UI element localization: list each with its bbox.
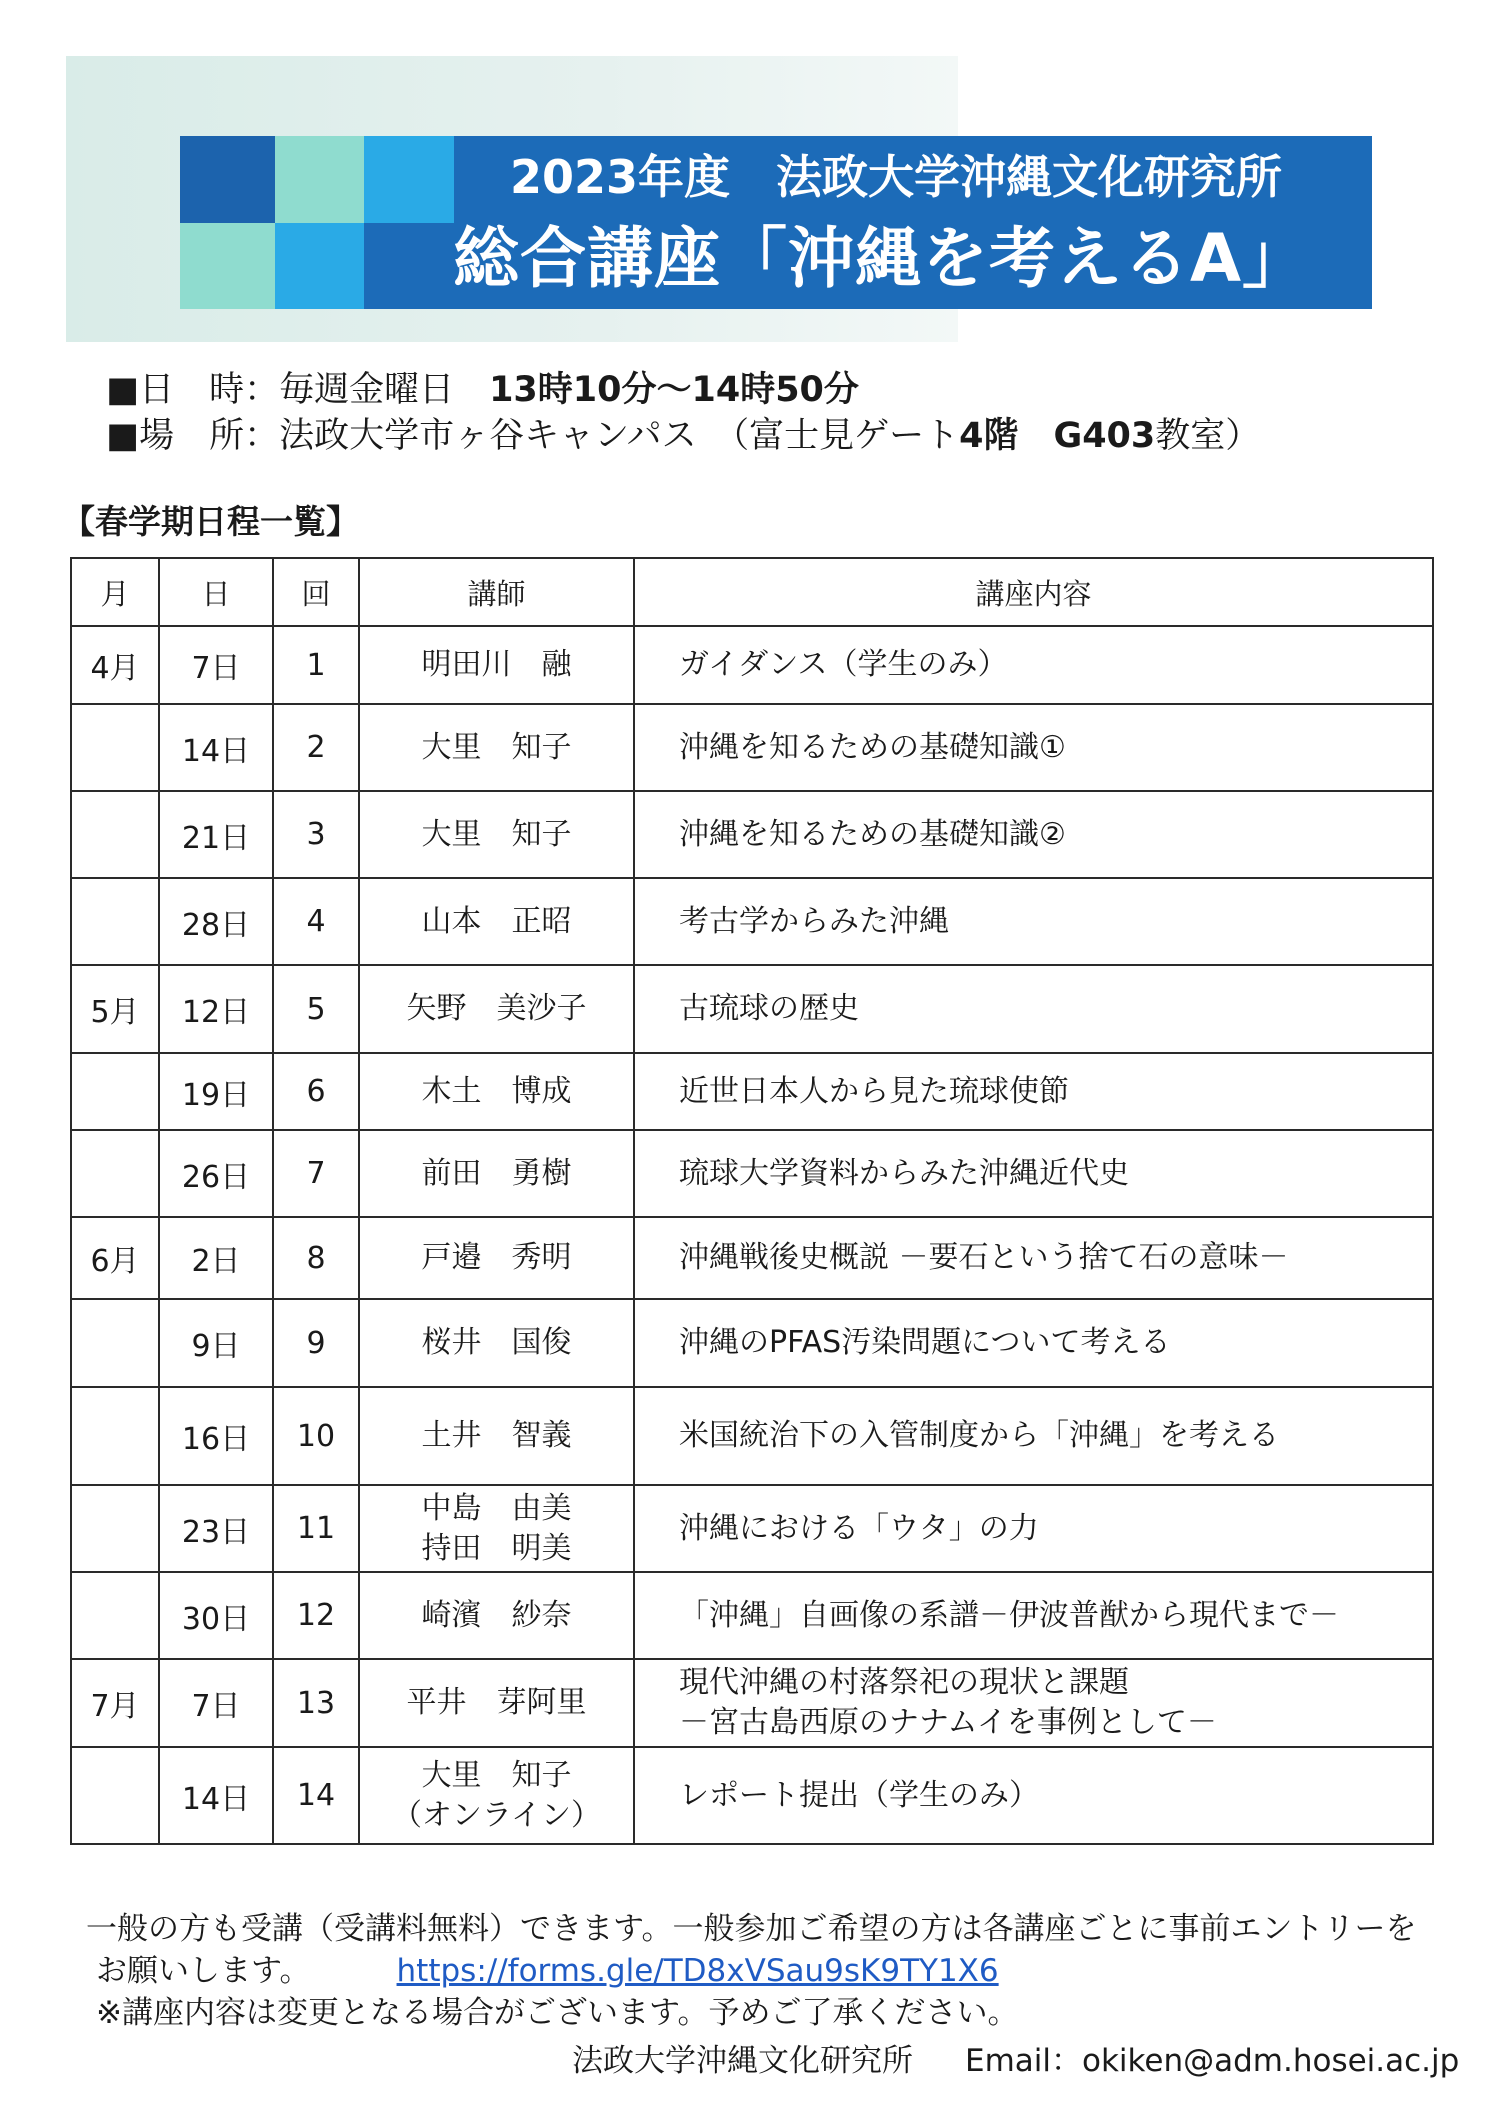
content-cell xyxy=(634,1130,1433,1217)
number-cell: 8 xyxy=(273,1217,359,1299)
day-cell: 2日 xyxy=(159,1217,273,1299)
table-row xyxy=(71,1485,1433,1572)
day-cell: 28日 xyxy=(159,878,273,965)
content-cell xyxy=(634,1747,1433,1844)
lecturer-cell xyxy=(359,1659,634,1747)
content-cell xyxy=(634,965,1433,1053)
lecturer-cell xyxy=(359,1747,634,1844)
footer-request: お願いします。 xyxy=(96,1953,311,1989)
content-cell xyxy=(634,1572,1433,1659)
number-cell: 9 xyxy=(273,1299,359,1387)
lecturer-cell xyxy=(359,791,634,878)
table-header-row xyxy=(71,558,1433,626)
footer-contact xyxy=(572,2040,1459,2082)
lecturer-cell xyxy=(359,1387,634,1485)
banner-tile xyxy=(275,136,364,223)
number-cell: 3 xyxy=(273,791,359,878)
content-cell xyxy=(634,878,1433,965)
datetime-value: 13時10分～14時50分 xyxy=(489,370,859,410)
day-cell: 21日 xyxy=(159,791,273,878)
day-cell: 26日 xyxy=(159,1130,273,1217)
title-banner xyxy=(180,136,1372,309)
month-cell: 6月 xyxy=(71,1217,159,1299)
month-cell: 7月 xyxy=(71,1659,159,1747)
month-cell xyxy=(71,1130,159,1217)
footer-line-2 xyxy=(96,1950,999,1992)
table-row xyxy=(71,1217,1433,1299)
lecture-topic: レポート提出（学生のみ） xyxy=(679,1777,1039,1813)
header-month: 月 xyxy=(71,558,159,626)
lecture-topic: 米国統治下の入管制度から「沖縄」を考える xyxy=(679,1418,1279,1453)
banner-subtitle: 総合講座「沖縄を考えるA」 xyxy=(452,220,1310,297)
banner-tile xyxy=(180,223,275,309)
month-cell xyxy=(71,1747,159,1844)
lecture-topic: 考古学からみた沖縄 xyxy=(679,903,949,939)
schedule-table xyxy=(70,557,1434,1845)
lecture-topic: 琉球大学資料からみた沖縄近代史 xyxy=(679,1155,1129,1191)
lecturer-name: 木土 博成 xyxy=(421,1073,572,1109)
footer-org: 法政大学沖縄文化研究所 xyxy=(572,2043,913,2079)
place-label: ■場 所：法政大学市ヶ谷キャンパス （富士見ゲート xyxy=(106,416,960,456)
number-cell: 5 xyxy=(273,965,359,1053)
banner-title: 2023年度 法政大学沖縄文化研究所 xyxy=(509,150,1283,204)
banner-tile xyxy=(180,136,275,223)
email-address[interactable]: okiken@adm.hosei.ac.jp xyxy=(1082,2043,1460,2079)
number-cell: 11 xyxy=(273,1485,359,1572)
day-cell: 30日 xyxy=(159,1572,273,1659)
lecturer-name: （オンライン） xyxy=(391,1797,602,1833)
lecturer-cell xyxy=(359,1485,634,1572)
content-cell xyxy=(634,1217,1433,1299)
header-content: 講座内容 xyxy=(634,558,1433,626)
content-cell xyxy=(634,626,1433,704)
place-room: 教室） xyxy=(1155,416,1261,456)
day-cell: 7日 xyxy=(159,626,273,704)
content-cell xyxy=(634,1053,1433,1130)
lecturer-cell xyxy=(359,878,634,965)
lecturer-name: 前田 勇樹 xyxy=(421,1155,572,1191)
footer-note: ※講座内容は変更となる場合がございます。予めご了承ください。 xyxy=(96,1995,1019,2031)
month-cell xyxy=(71,1572,159,1659)
number-cell: 14 xyxy=(273,1747,359,1844)
lecturer-cell xyxy=(359,1217,634,1299)
datetime-label: ■日 時：毎週金曜日 xyxy=(106,370,490,410)
lecturer-name: 山本 正昭 xyxy=(421,903,572,939)
lecturer-name: 持田 明美 xyxy=(421,1530,572,1566)
place-floor: 4階 G403 xyxy=(959,416,1156,456)
table-row xyxy=(71,1387,1433,1485)
month-cell: 5月 xyxy=(71,965,159,1053)
content-cell xyxy=(634,1485,1433,1572)
lecturer-name: 明田川 融 xyxy=(421,647,572,682)
lecturer-name: 桜井 国俊 xyxy=(421,1325,572,1360)
lecture-topic: －宮古島西原のナナムイを事例として－ xyxy=(679,1705,1217,1740)
footer-line-1: 一般の方も受講（受講料無料）できます。一般参加ご希望の方は各講座ごとに事前エントリーを xyxy=(86,1911,1417,1947)
number-cell: 1 xyxy=(273,626,359,704)
number-cell: 6 xyxy=(273,1053,359,1130)
lecture-topic: 「沖縄」自画像の系譜－伊波普猷から現代まで－ xyxy=(679,1597,1339,1633)
content-cell xyxy=(634,1659,1433,1747)
table-row xyxy=(71,878,1433,965)
email-label: Email： xyxy=(965,2043,1083,2079)
lecturer-name: 大里 知子 xyxy=(421,1757,572,1793)
month-cell xyxy=(71,878,159,965)
number-cell: 7 xyxy=(273,1130,359,1217)
day-cell: 16日 xyxy=(159,1387,273,1485)
table-row xyxy=(71,1130,1433,1217)
lecturer-cell xyxy=(359,965,634,1053)
month-cell xyxy=(71,1053,159,1130)
month-cell xyxy=(71,1387,159,1485)
table-row xyxy=(71,1053,1433,1130)
lecturer-cell xyxy=(359,626,634,704)
lecturer-cell xyxy=(359,704,634,791)
month-cell xyxy=(71,1299,159,1387)
header-lecturer: 講師 xyxy=(359,558,634,626)
table-row xyxy=(71,1572,1433,1659)
day-cell: 12日 xyxy=(159,965,273,1053)
table-row xyxy=(71,1747,1433,1844)
table-row xyxy=(71,1299,1433,1387)
lecturer-name: 大里 知子 xyxy=(421,816,572,852)
day-cell: 7日 xyxy=(159,1659,273,1747)
schedule-body xyxy=(71,626,1433,1844)
place-line xyxy=(106,412,1260,460)
table-row xyxy=(71,965,1433,1053)
month-cell: 4月 xyxy=(71,626,159,704)
header-number: 回 xyxy=(273,558,359,626)
header-day: 日 xyxy=(159,558,273,626)
banner-tile xyxy=(364,136,454,223)
lecture-topic: 沖縄のPFAS汚染問題について考える xyxy=(679,1325,1171,1360)
lecturer-name: 土井 智義 xyxy=(421,1418,572,1453)
number-cell: 4 xyxy=(273,878,359,965)
banner-tile xyxy=(275,223,364,309)
lecturer-name: 大里 知子 xyxy=(421,729,572,765)
content-cell xyxy=(634,791,1433,878)
number-cell: 10 xyxy=(273,1387,359,1485)
month-cell xyxy=(71,791,159,878)
day-cell: 14日 xyxy=(159,1747,273,1844)
number-cell: 12 xyxy=(273,1572,359,1659)
day-cell: 9日 xyxy=(159,1299,273,1387)
month-cell xyxy=(71,704,159,791)
lecturer-cell xyxy=(359,1572,634,1659)
table-row xyxy=(71,626,1433,704)
datetime-line xyxy=(106,366,859,414)
entry-form-link[interactable]: https://forms.gle/TD8xVSau9sK9TY1X6 xyxy=(396,1953,999,1989)
lecture-topic: 近世日本人から見た琉球使節 xyxy=(679,1073,1069,1109)
table-row xyxy=(71,1659,1433,1747)
lecturer-cell xyxy=(359,1299,634,1387)
lecture-topic: 沖縄戦後史概説 －要石という捨て石の意味－ xyxy=(679,1240,1289,1275)
lecture-topic: 古琉球の歴史 xyxy=(679,991,859,1026)
table-row xyxy=(71,704,1433,791)
table-row xyxy=(71,791,1433,878)
number-cell: 2 xyxy=(273,704,359,791)
day-cell: 14日 xyxy=(159,704,273,791)
lecturer-name: 崎濱 紗奈 xyxy=(421,1597,572,1633)
content-cell xyxy=(634,1387,1433,1485)
lecturer-name: 平井 芽阿里 xyxy=(406,1685,587,1720)
content-cell xyxy=(634,1299,1433,1387)
lecture-topic: 沖縄を知るための基礎知識① xyxy=(679,729,1066,765)
lecture-topic: 沖縄を知るための基礎知識② xyxy=(679,816,1066,852)
lecture-topic: 現代沖縄の村落祭祀の現状と課題 xyxy=(679,1665,1129,1700)
lecture-topic: ガイダンス（学生のみ） xyxy=(679,647,1008,682)
day-cell: 23日 xyxy=(159,1485,273,1572)
lecturer-cell xyxy=(359,1130,634,1217)
lecturer-name: 矢野 美沙子 xyxy=(406,991,587,1026)
content-cell xyxy=(634,704,1433,791)
lecturer-name: 中島 由美 xyxy=(421,1490,572,1526)
lecturer-cell xyxy=(359,1053,634,1130)
month-cell xyxy=(71,1485,159,1572)
day-cell: 19日 xyxy=(159,1053,273,1130)
section-heading: 【春学期日程一覧】 xyxy=(62,502,359,541)
lecturer-name: 戸邉 秀明 xyxy=(421,1240,572,1275)
number-cell: 13 xyxy=(273,1659,359,1747)
lecture-topic: 沖縄における「ウタ」の力 xyxy=(679,1510,1039,1546)
